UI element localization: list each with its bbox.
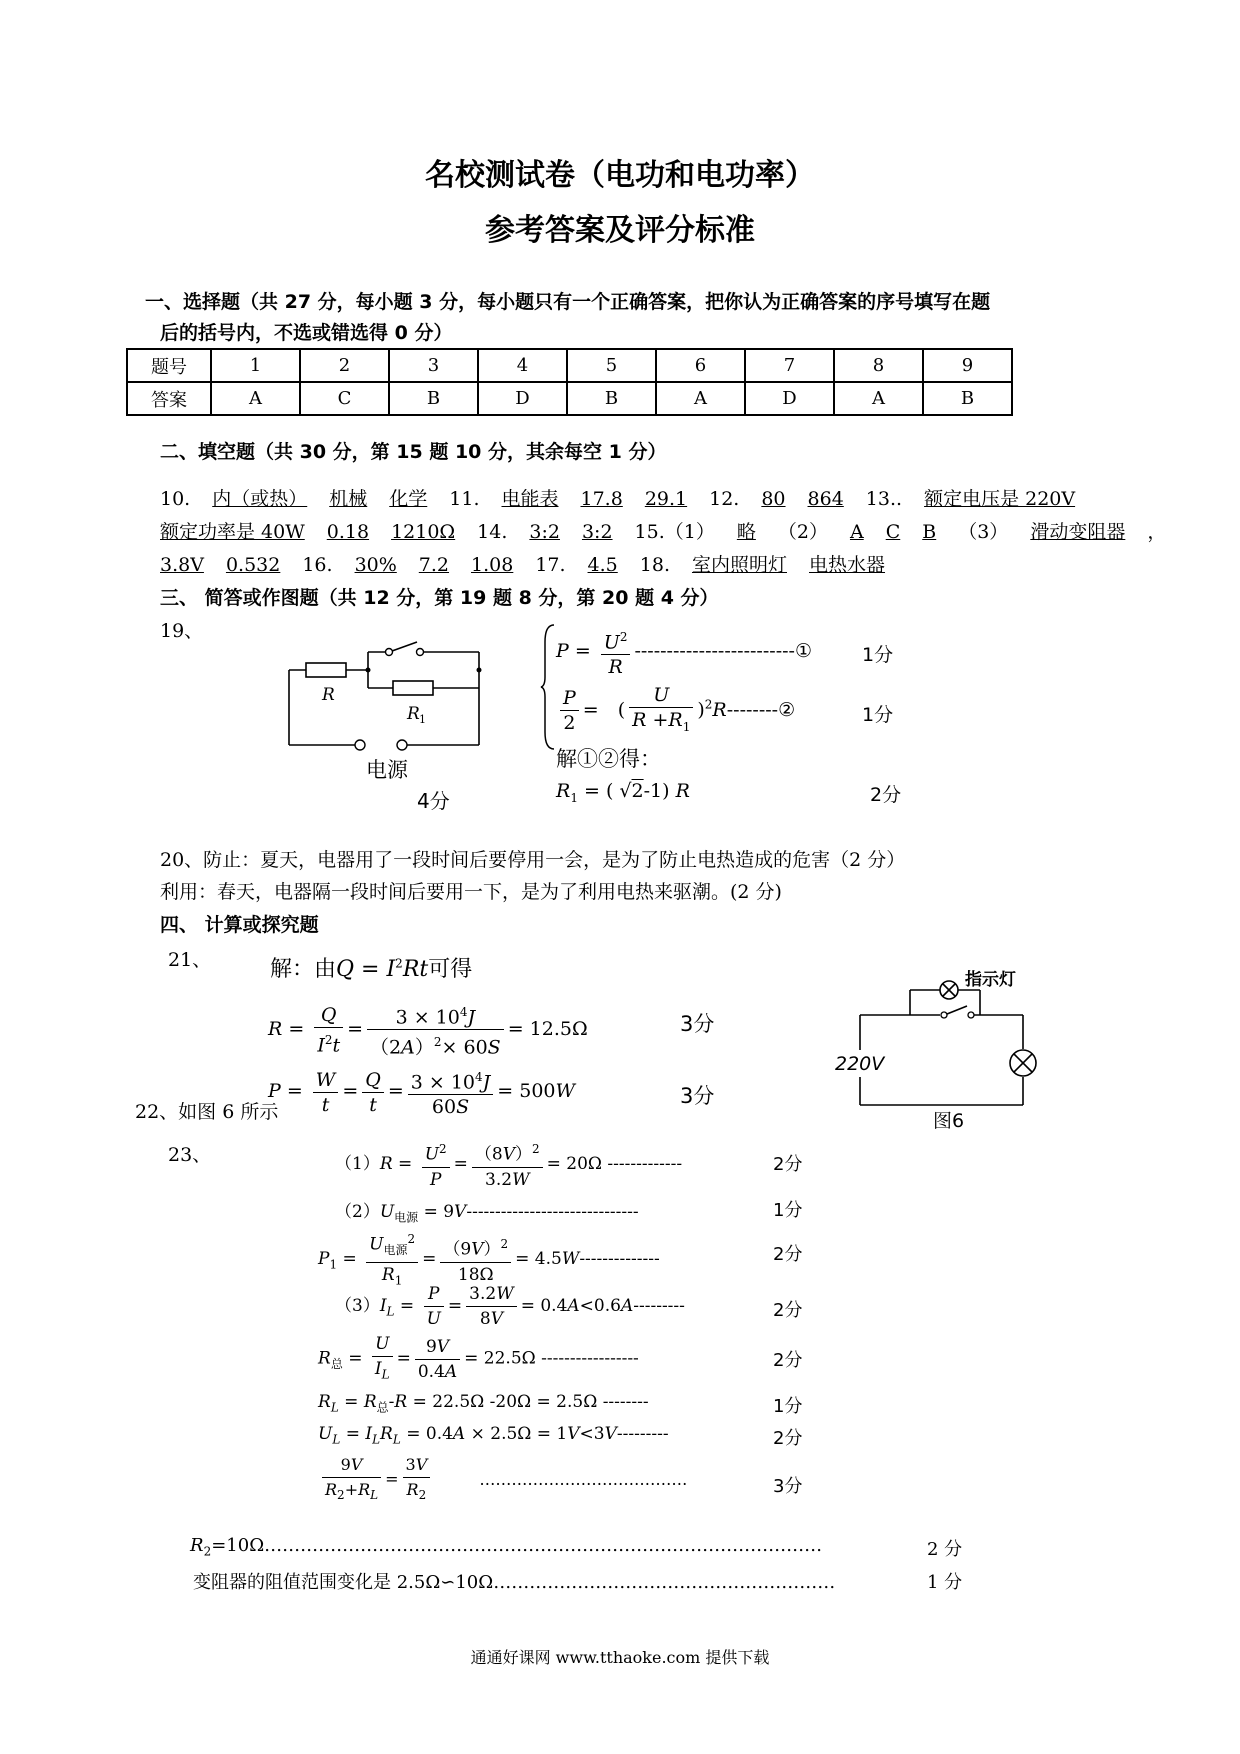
question-number: 10. bbox=[160, 488, 191, 510]
resistor-r1-label: R bbox=[407, 704, 420, 724]
q21-p-score: 3分 bbox=[680, 1084, 715, 1108]
table-cell: B bbox=[389, 382, 478, 415]
fill-answers-line2 bbox=[160, 517, 1188, 544]
question-number: 18. bbox=[639, 554, 670, 576]
table-cell: B bbox=[923, 382, 1012, 415]
q23-label: 23、 bbox=[168, 1144, 212, 1166]
fill-answer: 0.18 bbox=[326, 521, 370, 543]
question-number: （3） bbox=[958, 521, 1009, 543]
result-equation: $R_1$ = ( √2-1) R bbox=[556, 780, 690, 805]
q23-r2-line: $R_2=10\Omega\dots\dots\dots\dots\dots\dots\dots\dots\dots\dots\dots\dots\dots\dots\dots\dots\dots\dots\dots\dots\dots\dots\dots\dots\dots\dots\dots\dots\dots\dots\dots$ bbox=[190, 1535, 823, 1559]
q23-step2: $(2)U_{电源} = 9V------------------------------$ bbox=[335, 1202, 639, 1225]
q23-score-5: 2分 bbox=[773, 1350, 803, 1371]
figure6-caption: 图6 bbox=[933, 1110, 965, 1130]
fill-answer: 机械 bbox=[329, 488, 368, 510]
equation-1: P = $\frac{U^2}{R}$ -------------------------① bbox=[556, 625, 812, 679]
table-cell: 7 bbox=[745, 349, 834, 382]
q19-circuit-diagram bbox=[280, 630, 510, 810]
table-cell: 5 bbox=[567, 349, 656, 382]
q20-line1: 20、防止：夏天，电器用了一段时间后要停用一会，是为了防止电热造成的危害（2 分） bbox=[160, 849, 906, 871]
result-score: 2分 bbox=[870, 784, 902, 806]
table-cell: B bbox=[567, 382, 656, 415]
q19-label: 19、 bbox=[160, 620, 204, 642]
q23-score-2: 1分 bbox=[773, 1200, 803, 1221]
section1-heading-line1: 一、选择题（共 27 分，每小题 3 分，每小题只有一个正确答案，把你认为正确答案的序号填写在题 bbox=[145, 291, 991, 313]
question-number: 15.（1） bbox=[634, 521, 715, 543]
question-number: 13.. bbox=[865, 488, 903, 510]
fill-answer: 17.8 bbox=[580, 488, 623, 510]
fill-answer: 略 bbox=[736, 521, 756, 543]
fill-answer: 3:2 bbox=[581, 521, 613, 543]
q23-range-line: 变阻器的阻值范围变化是 2.5Ω∽10Ω………………………………………………… bbox=[193, 1572, 836, 1593]
table-row-questions bbox=[127, 349, 1012, 382]
voltage-label: 220V bbox=[835, 1053, 885, 1075]
fill-answer: 30% bbox=[354, 554, 397, 576]
fill-answer: 室内照明灯 bbox=[691, 554, 787, 576]
resistor-r-label: R bbox=[322, 685, 335, 705]
equation-2: $\frac{P}{2}$ = ( $\frac{U}{R +R_1}$ )$^2$R--------② bbox=[556, 683, 795, 739]
fill-answer: 0.532 bbox=[225, 554, 281, 576]
table-cell: 6 bbox=[656, 349, 745, 382]
question-number: 12. bbox=[709, 488, 740, 510]
section4-heading: 四、 计算或探究题 bbox=[160, 914, 319, 936]
table-cell: 1 bbox=[211, 349, 300, 382]
fill-answer: 7.2 bbox=[418, 554, 450, 576]
q21-label: 21、 bbox=[168, 949, 212, 971]
fill-answer: 3.8V bbox=[160, 554, 204, 576]
q21-r-score: 3分 bbox=[680, 1012, 715, 1036]
row-label-question: 题号 bbox=[127, 349, 211, 382]
fill-answer: 电热水器 bbox=[809, 554, 886, 576]
table-cell: C bbox=[300, 382, 389, 415]
q23-step2-power: $P_1$ = $\frac{U_{电源}^2}{R_1}$ = $\frac{(9V)^2}{18\Omega}$ = 4.5W-------------- bbox=[318, 1227, 660, 1292]
q20-line2: 利用：春天，电器隔一段时间后要用一下，是为了利用电热来驱潮。(2 分) bbox=[160, 881, 782, 903]
fill-answers-line1 bbox=[160, 484, 1097, 511]
fill-answers-line3 bbox=[160, 550, 907, 577]
eq2-score: 1分 bbox=[862, 704, 894, 726]
power-source-label: 电源 bbox=[366, 758, 408, 782]
page-title: 名校测试卷（电功和电功率） bbox=[425, 158, 815, 193]
table-cell: 4 bbox=[478, 349, 567, 382]
fill-answer: 1.08 bbox=[471, 554, 514, 576]
fill-answer: 864 bbox=[807, 488, 844, 510]
figure6-circuit bbox=[825, 965, 1065, 1130]
question-number: （2） bbox=[777, 521, 828, 543]
question-number: 14. bbox=[477, 521, 508, 543]
table-cell: D bbox=[478, 382, 567, 415]
table-cell: 8 bbox=[834, 349, 923, 382]
page-subtitle: 参考答案及评分标准 bbox=[485, 213, 755, 248]
q23-step3-ul: $U_L = I_LR_L = 0.4A \times 2.5\Omega = 1V<3V---------$ bbox=[318, 1424, 669, 1447]
q21-intro: 解：由$Q = I^2Rt$可得 bbox=[270, 956, 473, 982]
section1-heading-line2: 后的括号内，不选或错选得 0 分） bbox=[160, 322, 453, 344]
fill-answer: 3:2 bbox=[529, 521, 560, 543]
q23-step1: （1）R = $\frac{U^2}{P}$ = $\frac{(8V)^2}{3.2W}$ = 20Ω ------------- bbox=[335, 1137, 682, 1192]
q23-step3-ratio: $\frac{9V}{R_2+R_L}$ = $\frac{3V}{R_2}$ ………………………………… bbox=[318, 1453, 687, 1507]
table-row-answers bbox=[127, 382, 1012, 415]
fill-answer: 额定功率是 40W bbox=[160, 521, 305, 543]
fill-answer: 内（或热） bbox=[212, 488, 308, 510]
fill-answer: 29.1 bbox=[644, 488, 688, 510]
question-number: 11. bbox=[449, 488, 480, 510]
table-cell: 2 bbox=[300, 349, 389, 382]
q23-score-4: 2分 bbox=[773, 1300, 803, 1321]
solve-text: 解①②得： bbox=[556, 747, 661, 771]
q23-range-score: 1 分 bbox=[927, 1572, 963, 1593]
question-number: 17. bbox=[535, 554, 566, 576]
fill-answer: 80 bbox=[761, 488, 786, 510]
q23-score-8: 3分 bbox=[773, 1476, 803, 1497]
fill-answer: 滑动变阻器 bbox=[1030, 521, 1126, 543]
fill-answer: B bbox=[922, 521, 937, 543]
table-cell: 9 bbox=[923, 349, 1012, 382]
q21-power-equation: P = $\frac{W}{t}$ = $\frac{Q}{t}$ = $\frac{3 \times 10^4J}{60S}$ = 500W bbox=[268, 1065, 575, 1119]
q23-score-1: 2分 bbox=[773, 1154, 803, 1175]
table-cell: A bbox=[834, 382, 923, 415]
fill-answer: 额定电压是 220V bbox=[924, 488, 1076, 510]
table-cell: D bbox=[745, 382, 834, 415]
q23-step3-rl: $R_L = R_总-R = 22.5\Omega$ -20Ω = 2.5Ω -------- bbox=[318, 1392, 649, 1415]
fill-answer: 电能表 bbox=[501, 488, 559, 510]
fill-answer: 1210Ω bbox=[391, 521, 456, 543]
section3-heading: 三、 简答或作图题（共 12 分，第 19 题 8 分，第 20 题 4 分） bbox=[160, 587, 719, 609]
diagram-score: 4分 bbox=[417, 789, 450, 810]
fill-answer: C bbox=[885, 521, 901, 543]
question-number: ， bbox=[1147, 521, 1167, 543]
question-number: 16. bbox=[302, 554, 333, 576]
fill-answer: A bbox=[849, 521, 864, 543]
fill-answer: 4.5 bbox=[587, 554, 618, 576]
q23-score-3: 2分 bbox=[773, 1244, 803, 1265]
eq1-score: 1分 bbox=[862, 644, 894, 666]
answer-table bbox=[126, 348, 1013, 416]
row-label-answer: 答案 bbox=[127, 382, 211, 415]
q21-resistance-equation: R = $\frac{Q}{I^2t}$ = $\frac{3 \times 10^4J}{(2A)^2\times 60S}$ = 12.5Ω bbox=[268, 1000, 588, 1060]
section2-heading: 二、填空题（共 30 分，第 15 题 10 分，其余每空 1 分） bbox=[160, 441, 667, 463]
page-footer: 通通好课网 www.tthaoke.com 提供下载 bbox=[470, 1648, 770, 1667]
q23-r2-score: 2 分 bbox=[927, 1539, 963, 1560]
q23-score-6: 1分 bbox=[773, 1396, 803, 1417]
table-cell: A bbox=[211, 382, 300, 415]
indicator-lamp-label: 指示灯 bbox=[965, 970, 1016, 990]
q22-text: 22、如图 6 所示 bbox=[135, 1101, 279, 1123]
q23-score-7: 2分 bbox=[773, 1428, 803, 1449]
table-cell: 3 bbox=[389, 349, 478, 382]
q23-step3-current: $(3)I_L$ = $\frac{P}{U}$ = $\frac{3.2W}{8V}$ = 0.4A<0.6A--------- bbox=[335, 1284, 685, 1329]
table-cell: A bbox=[656, 382, 745, 415]
fill-answer: 化学 bbox=[389, 488, 428, 510]
q23-step3-total-resistance: $R_总$ = $\frac{U}{I_L}$ = $\frac{9V}{0.4A}$ = 22.5Ω ----------------- bbox=[318, 1334, 639, 1382]
resistor-r1-sub: 1 bbox=[419, 713, 426, 726]
